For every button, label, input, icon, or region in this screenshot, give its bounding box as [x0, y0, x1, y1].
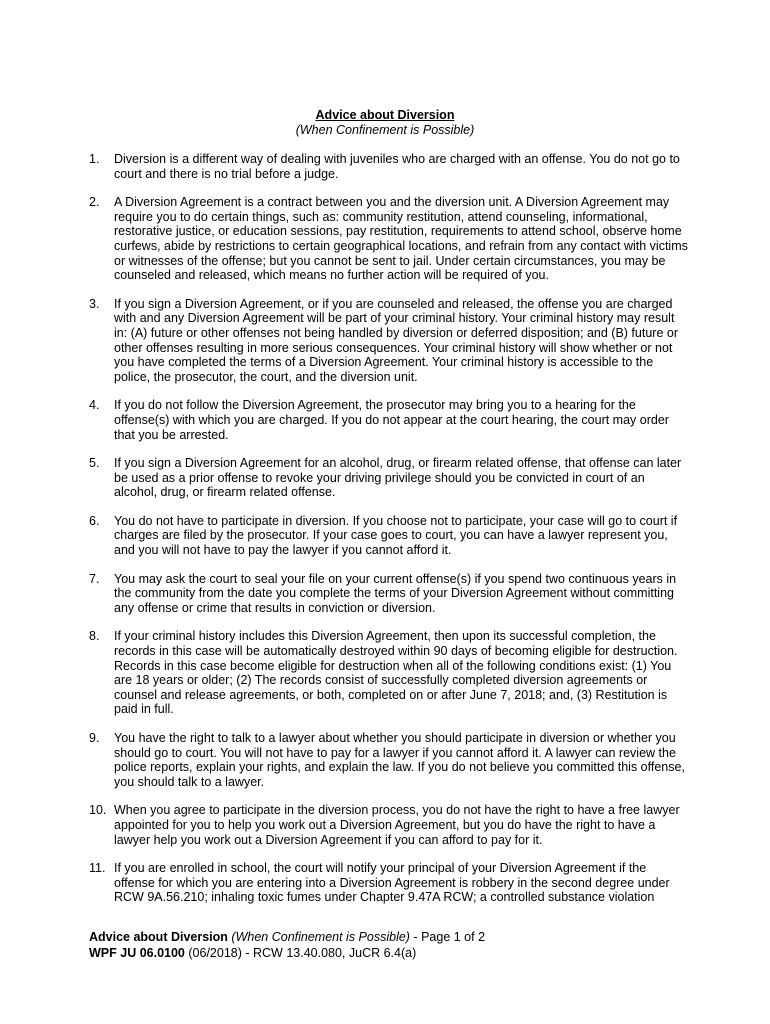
advice-list [89, 152, 689, 928]
list-item [89, 195, 689, 283]
list-item-number: 11. [89, 861, 106, 876]
list-item-text: You do not have to participate in diversion. If you choose not to participate, your case will go to court if charges are filed by the prosecutor. If your case goes to court, you can have a lawyer represent you, and you will not have to pay the lawyer if you cannot afford it. [114, 513, 678, 558]
list-item-text: You have the right to talk to a lawyer about whether you should participate in diversion or whether you should go to court. You will not have to pay for a lawyer if you cannot afford it. A lawyer can review the police reports, explain your rights, and explain the law. If you do not believe you committed this offense, you should talk to a lawyer. [114, 731, 685, 789]
footer-line-1 [89, 930, 709, 946]
list-item [89, 629, 689, 717]
list-item-text: If you sign a Diversion Agreement for an alcohol, drug, or firearm related offense, that offense can later be used as a prior offense to revoke your driving privilege should you be convicted in court of an alcohol, drug, or firearm related offense. [114, 456, 682, 500]
list-item [89, 398, 689, 442]
list-item-text: If your criminal history includes this Diversion Agreement, then upon its successful completion, the records in this case will be automatically destroyed within 90 days of becoming eligible for destruction. Records in this case become eligible for destruction when all of the following conditions exist: (1) You are 18 years or older; (2) The records consist of successfully completed diversion agreements or counsel and release agreements, or both, completed on or after June 7, 2018; and, (3) Restitution is paid in full. [114, 629, 678, 717]
list-item-text: You may ask the court to seal your file on your current offense(s) if you spend two continuous years in the community from the date you complete the terms of your Diversion Agreement without committing any offense or crime that results in conviction or diversion. [114, 571, 677, 615]
footer-page-label: - Page 1 of 2 [413, 930, 486, 944]
page-footer [89, 930, 709, 961]
footer-form-title: Advice about Diversion [89, 930, 228, 944]
list-item-number: 3. [89, 296, 100, 311]
list-item-text: When you agree to participate in the diversion process, you do not have the right to have a free lawyer appointed for you to help you work out a Diversion Agreement, but you do have the right to have a lawyer help you work out a Diversion Agreement if you can afford to pay for it. [114, 803, 680, 847]
list-item [89, 456, 689, 500]
footer-form-rest: (06/2018) - RCW 13.40.080, JuCR 6.4(a) [188, 945, 417, 960]
list-item-number: 10. [89, 803, 107, 818]
list-item-number: 2. [89, 195, 100, 210]
list-item-text: If you are enrolled in school, the court will notify your principal of your Diversion Agreement if the offense for which you are entering into a Diversion Agreement is robbery in the second degree under RCW 9A.56.210; inhaling toxic fumes under Chapter 9.47A RCW; a controlled substance violation [114, 861, 670, 905]
list-item [89, 514, 689, 558]
list-item-number: 5. [89, 456, 100, 471]
list-item [89, 731, 689, 789]
list-item [89, 572, 689, 616]
list-item [89, 803, 689, 847]
list-item [89, 861, 689, 905]
list-item-number: 8. [89, 629, 100, 644]
list-item [89, 297, 689, 385]
page-subtitle: (When Confinement is Possible) [295, 123, 475, 137]
footer-form-subtitle: (When Confinement is Possible) [231, 930, 410, 944]
list-item-number: 1. [89, 152, 100, 166]
list-item-text: If you do not follow the Diversion Agreement, the prosecutor may bring you to a hearing for the offense(s) with which you are charged. If you do not appear at the court hearing, the court may order that you be arrested. [114, 398, 669, 442]
list-item-text: A Diversion Agreement is a contract between you and the diversion unit. A Diversion Agreement may require you to do certain things, such as: community restitution, attend counseling, informational, restorative justice, or education sessions, pay restitution, requirements to attend school, observe home curfews, abide by restrictions to certain geographical locations, and refrain from any contact with victims or witnesses of the offense; but you cannot be sent to jail. Under certain circumstances, you may be counseled and released, which means no further action will be required of you. [114, 195, 688, 283]
page-title: Advice about Diversion [315, 108, 455, 122]
list-item-text: Diversion is a different way of dealing with juveniles who are charged with an offense. You do not go to court and there is no trial before a judge. [114, 152, 680, 181]
list-item-number: 4. [89, 398, 100, 413]
footer-line-2 [89, 946, 709, 962]
footer-form-number: WPF JU 06.0100 [89, 945, 185, 960]
list-item-number: 6. [89, 513, 100, 528]
list-item [89, 152, 689, 181]
list-item-number: 7. [89, 571, 100, 586]
list-item-text: If you sign a Diversion Agreement, or if you are counseled and released, the offense you are charged with and any Diversion Agreement will be part of your criminal history. Your criminal history may result in: (A) future or other offenses not being handled by diversion or deferred disposition; and (B) future or other offenses resulting in more serious consequences. Your criminal history will show whether or not you have completed the terms of a Diversion Agreement. Your criminal history is accessible to the police, the prosecutor, the court, and the diversion unit. [114, 296, 678, 384]
list-item-number: 9. [89, 731, 100, 745]
